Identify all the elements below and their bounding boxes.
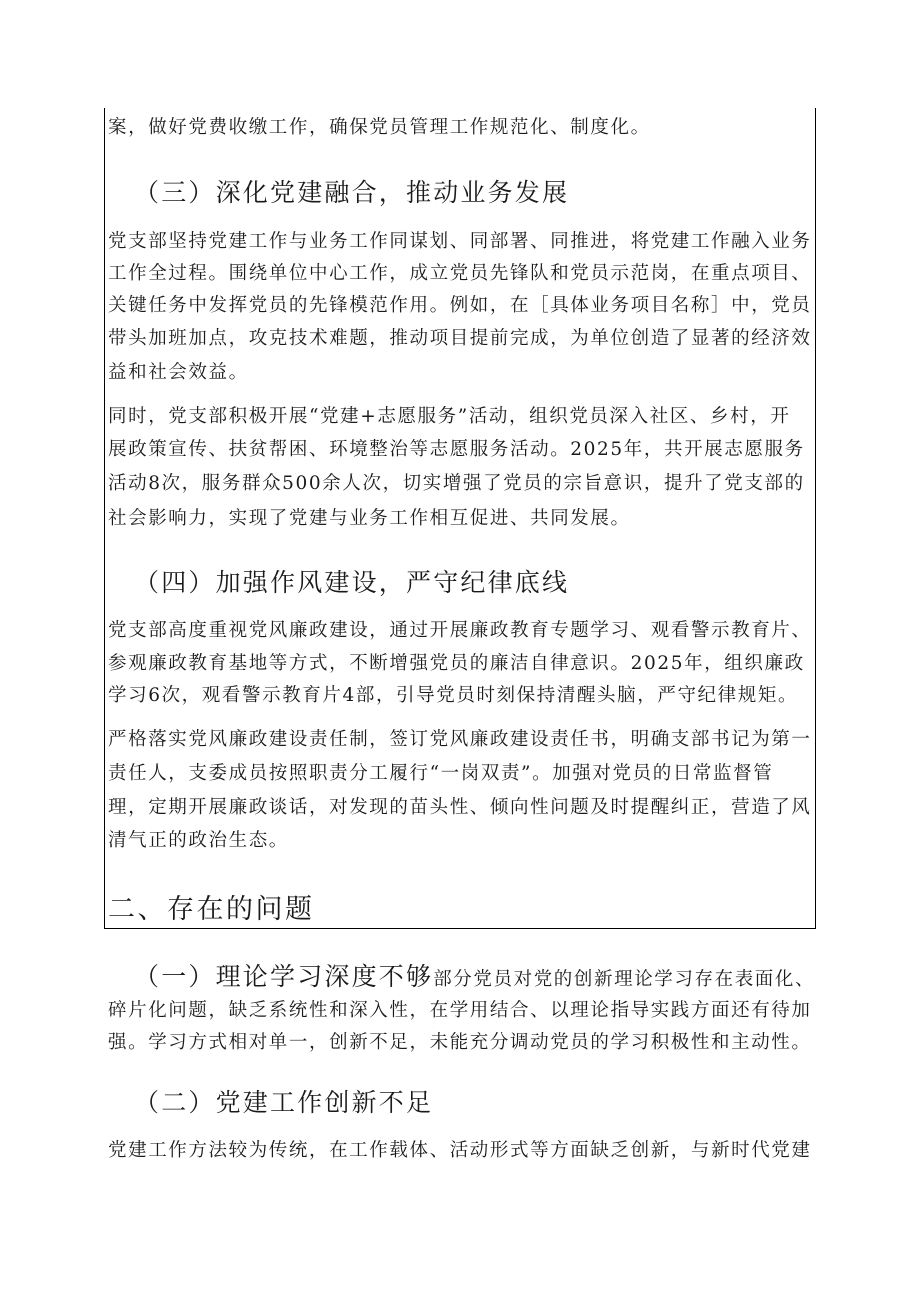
paragraph-line: 清气正的政治生态。 xyxy=(108,830,289,851)
intro-line: 案，做好党费收缴工作，确保党员管理工作规范化、制度化。 xyxy=(108,117,651,138)
paragraph-line: 强。学习方式相对单一，创新不足，未能充分调动党员的学习积极性和主动性。 xyxy=(108,1032,812,1053)
paragraph-line: 工作全过程。围绕单位中心工作，成立党员先锋队和党员示范岗，在重点项目、 xyxy=(108,263,812,284)
paragraph-line: 带头加班加点，攻克技术难题，推动项目提前完成，为单位创造了显著的经济效 xyxy=(108,328,812,349)
problem-one-line xyxy=(134,964,815,990)
paragraph-line: 同时，党支部积极开展“党建+志愿服务”活动，组织党员深入社区、乡村，开 xyxy=(108,406,791,427)
problem-one-text-start: 部分党员对党的创新理论学习存在表面化、 xyxy=(433,969,816,990)
paragraph-line: 党建工作方法较为传统，在工作载体、活动形式等方面缺乏创新，与新时代党建 xyxy=(108,1140,812,1161)
paragraph-line: 党支部高度重视党风廉政建设，通过开展廉政教育专题学习、观看警示教育片、 xyxy=(108,620,812,641)
paragraph-line: 党支部坚持党建工作与业务工作同谋划、同部署、同推进，将党建工作融入业务 xyxy=(108,231,812,252)
paragraph-line: 关键任务中发挥党员的先锋模范作用。例如，在［具体业务项目名称］中，党员 xyxy=(108,295,812,316)
paragraph-line: 理，定期开展廉政谈话，对发现的苗头性、倾向性问题及时提醒纠正，营造了风 xyxy=(108,797,812,818)
problems-heading: 二、存在的问题 xyxy=(108,894,315,925)
problem-one-heading: （一）理论学习深度不够 xyxy=(134,962,434,991)
paragraph-line: 益和社会效益。 xyxy=(108,362,249,383)
paragraph-line: 社会影响力，实现了党建与业务工作相互促进、共同发展。 xyxy=(108,508,631,529)
paragraph-line: 学习6次，观看警示教育片4部，引导党员时刻保持清醒头脑，严守纪律规矩。 xyxy=(108,685,799,706)
paragraph-line: 碎片化问题，缺乏系统性和深入性，在学用结合、以理论指导实践方面还有待加 xyxy=(108,1000,812,1021)
problem-two-heading: （二）党建工作创新不足 xyxy=(134,1088,434,1117)
paragraph-line: 活动8次，服务群众500余人次，切实增强了党员的宗旨意识，提升了党支部的 xyxy=(108,473,805,494)
section-three-heading: （三）深化党建融合，推动业务发展 xyxy=(134,178,570,207)
paragraph-line: 展政策宣传、扶贫帮困、环境整治等志愿服务活动。2025年，共开展志愿服务 xyxy=(108,439,805,460)
section-four-heading: （四）加强作风建设，严守纪律底线 xyxy=(134,568,570,597)
paragraph-line: 责任人，支委成员按照职责分工履行“一岗双责”。加强对党员的日常监督管 xyxy=(108,763,774,784)
paragraph-line: 严格落实党风廉政建设责任制，签订党风廉政建设责任书，明确支部书记为第一 xyxy=(108,729,812,750)
paragraph-line: 参观廉政教育基地等方式，不断增强党员的廉洁自律意识。2025年，组织廉政 xyxy=(108,653,805,674)
